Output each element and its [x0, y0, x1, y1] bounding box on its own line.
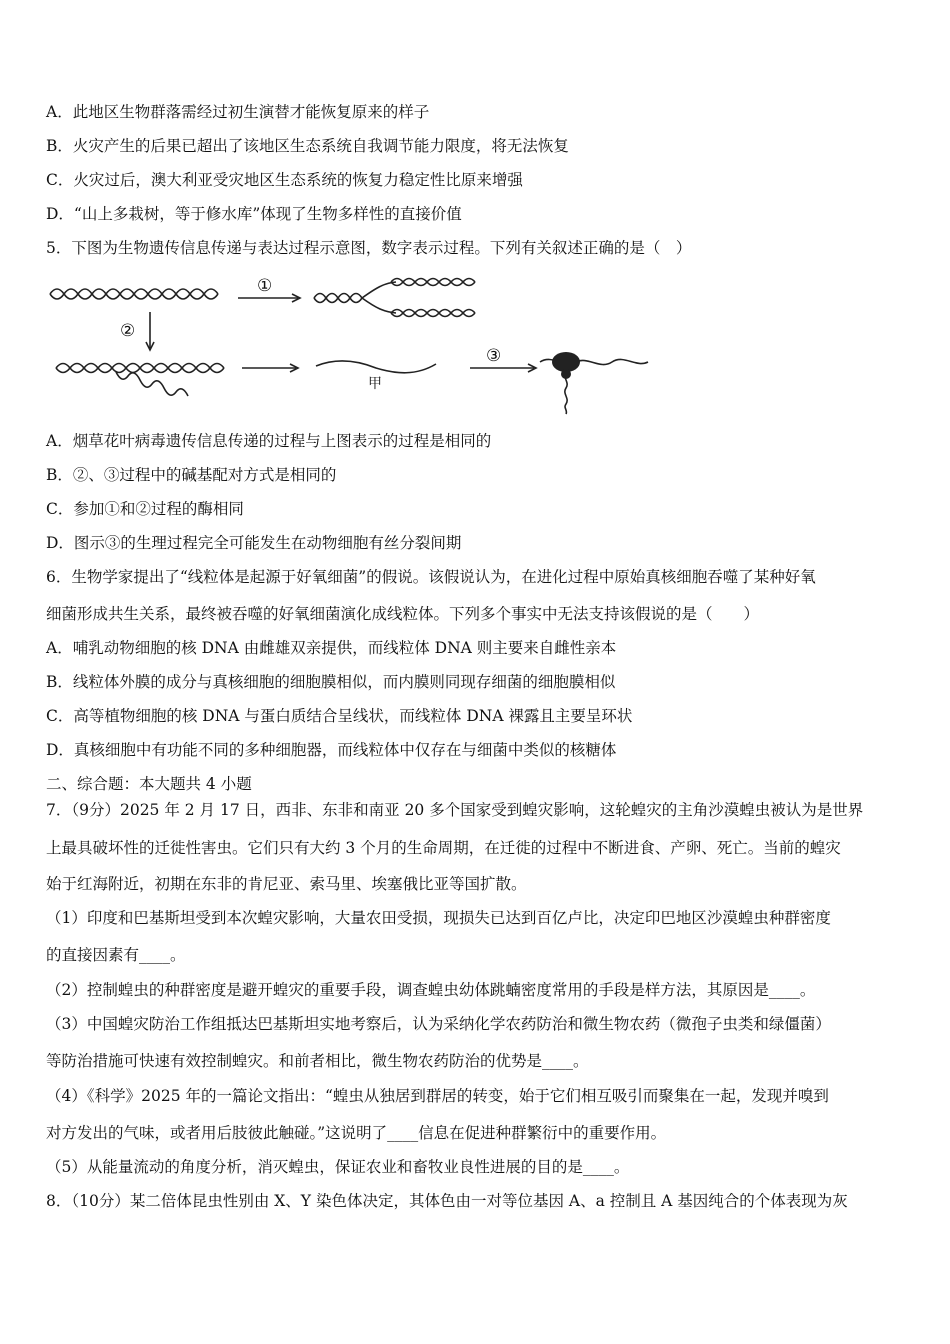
q7-part5: （5）从能量流动的角度分析，消灭蝗虫，保证农业和畜牧业良性进展的目的是____。 — [46, 1158, 630, 1176]
mrna-jia — [316, 361, 436, 373]
section-2-title: 二、综合题：本大题共 4 小题 — [46, 775, 252, 793]
q7-part4-cont: 对方发出的气味，或者用后肢彼此触碰。”这说明了____信息在促进种群繁衍中的重要作用。 — [46, 1124, 667, 1142]
daughter-helix-lower — [391, 310, 475, 317]
q7-part4: （4）《科学》2025 年的一篇论文指出：“蝗虫从独居到群居的转变，始于它们相互吸引而聚集在一起，发现并嗅到 — [46, 1087, 829, 1105]
daughter-helix-upper — [391, 279, 475, 286]
q6-option-b: B．线粒体外膜的成分与真核细胞的细胞膜相似，而内膜则同现存细菌的细胞膜相似 — [46, 673, 616, 691]
q4-option-b: B．火灾产生的后果已超出了该地区生态系统自我调节能力限度，将无法恢复 — [46, 137, 569, 155]
q4-option-d: D．“山上多栽树，等于修水库”体现了生物多样性的直接价值 — [46, 205, 462, 223]
replication-strand-lower — [362, 298, 396, 313]
q7-line: 始于红海附近，初期在东非的肯尼亚、索马里、埃塞俄比亚等国扩散。 — [46, 875, 527, 893]
label-step-1: ① — [257, 276, 273, 296]
diagram-svg — [46, 268, 666, 418]
replication-helix — [314, 294, 362, 303]
q6-stem-line2: 细菌形成共生关系，最终被吞噬的好氧细菌演化成线粒体。下列多个事实中无法支持该假说的是（ ） — [46, 605, 760, 623]
q5-option-a: A．烟草花叶病毒遗传信息传递的过程与上图表示的过程是相同的 — [46, 432, 492, 450]
mrna-forming — [116, 372, 188, 396]
q6-option-d: D．真核细胞中有功能不同的多种细胞器，而线粒体中仅存在与细菌中类似的核糖体 — [46, 741, 617, 759]
label-jia: 甲 — [368, 376, 382, 392]
q7-part3-cont: 等防治措施可快速有效控制蝗灾。和前者相比，微生物农药防治的优势是____。 — [46, 1052, 589, 1070]
q5-option-b: B．②、③过程中的碱基配对方式是相同的 — [46, 466, 337, 484]
q6-stem-line1: 6．生物学家提出了“线粒体是起源于好氧细菌”的假说。该假说认为，在进化过程中原始真核细胞吞噬了某种好氧 — [46, 568, 816, 586]
q4-option-c: C．火灾过后，澳大利亚受灾地区生态系统的恢复力稳定性比原来增强 — [46, 171, 523, 189]
q5-option-d: D．图示③的生理过程完全可能发生在动物细胞有丝分裂间期 — [46, 534, 462, 552]
q6-option-c: C．高等植物细胞的核 DNA 与蛋白质结合呈线状，而线粒体 DNA 裸露且主要呈环状 — [46, 707, 633, 725]
q4-option-a: A．此地区生物群落需经过初生演替才能恢复原来的样子 — [46, 103, 430, 121]
q6-option-a: A．哺乳动物细胞的核 DNA 由雌雄双亲提供，而线粒体 DNA 则主要来自雌性亲本 — [46, 639, 617, 657]
q7-part2: （2）控制蝗虫的种群密度是避开蝗灾的重要手段，调查蝗虫幼体跳蝻密度常用的手段是样方法，其原因是____。 — [46, 981, 816, 999]
q5-option-c: C．参加①和②过程的酶相同 — [46, 500, 244, 518]
q7-part3: （3）中国蝗灾防治工作组抵达巴基斯坦实地考察后，认为采纳化学农药防治和微生物农药（微孢子虫类和绿僵菌） — [46, 1015, 831, 1033]
q7-part1-cont: 的直接因素有____。 — [46, 946, 186, 964]
label-step-2: ② — [120, 321, 136, 341]
q8-stem-line1: 8．（10分）某二倍体昆虫性别由 X、Y 染色体决定，其体色由一对等位基因 A、a 控制且 A 基因纯合的个体表现为灰 — [46, 1192, 848, 1210]
replication-strand-upper — [362, 282, 396, 298]
ribosome-small — [561, 369, 571, 379]
q7-line: 上最具破坏性的迁徙性害虫。它们只有大约 3 个月的生命周期，在迁徙的过程中不断进食、产卵、死亡。当前的蝗灾 — [46, 839, 841, 857]
label-step-3: ③ — [486, 346, 502, 366]
q7-line: 7．（9分）2025 年 2 月 17 日，西非、东非和南亚 20 多个国家受到蝗灾影响，这轮蝗灾的主角沙漠蝗虫被认为是世界 — [46, 801, 864, 819]
q7-part1: （1）印度和巴基斯坦受到本次蝗灾影响，大量农田受损，现损失已达到百亿卢比，决定印巴地区沙漠蝗虫种群密度 — [46, 909, 831, 927]
genetic-info-flow-diagram — [46, 268, 666, 418]
q5-stem: 5．下图为生物遗传信息传递与表达过程示意图，数字表示过程。下列有关叙述正确的是（ ） — [46, 239, 692, 257]
